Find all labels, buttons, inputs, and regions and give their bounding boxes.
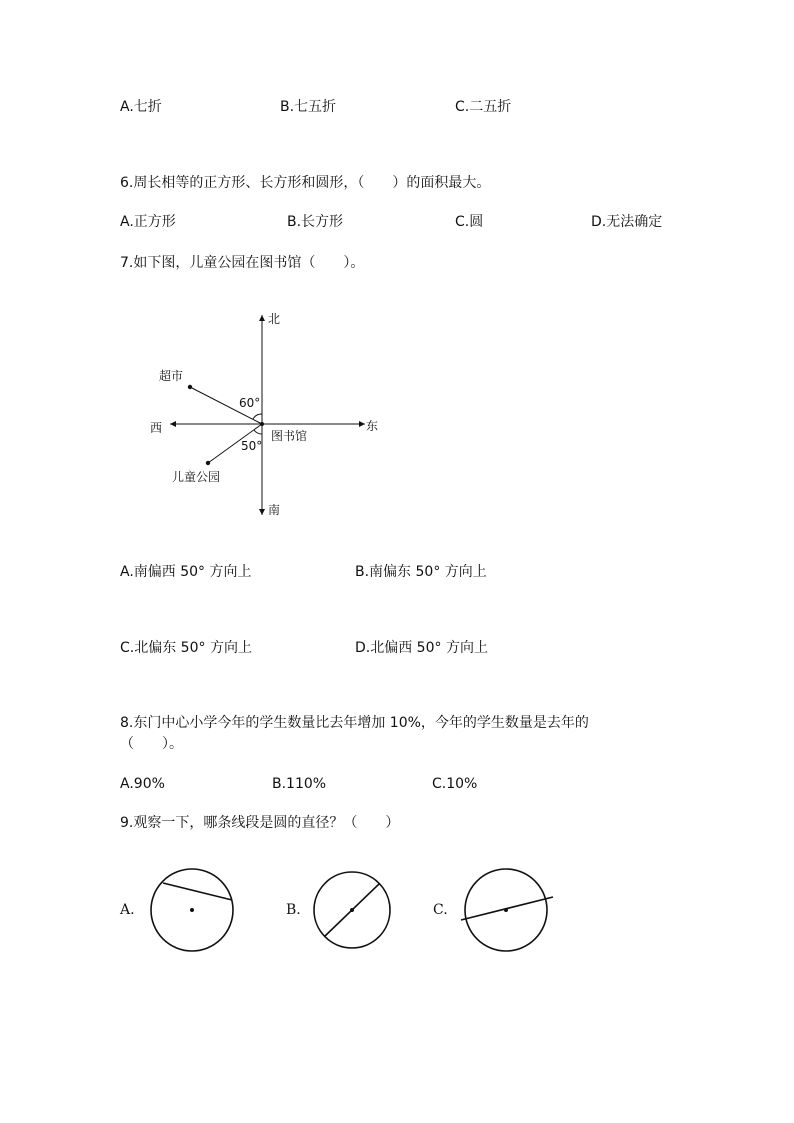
q8-option-a[interactable]: A.90% [120, 776, 165, 792]
west-label: 西 [150, 421, 163, 435]
q9-circle-b[interactable] [308, 865, 398, 955]
south-label: 南 [268, 503, 281, 517]
q9-circle-a[interactable] [148, 865, 238, 955]
park-point [206, 461, 210, 465]
q8-option-c[interactable]: C.10% [432, 776, 478, 792]
angle-arc-60 [253, 414, 262, 419]
east-label: 东 [366, 419, 379, 433]
supermarket-label: 超市 [159, 369, 184, 383]
q7-option-c[interactable]: C.北偏东 50° 方向上 [120, 640, 252, 656]
q8-question-line1: 8.东门中心小学今年的学生数量比去年增加 10%，今年的学生数量是去年的 [120, 715, 589, 731]
q6-option-c[interactable]: C.圆 [455, 214, 484, 230]
q9-circle-c[interactable] [458, 865, 558, 955]
supermarket-point [188, 385, 192, 389]
angle-label-50: 50° [241, 439, 263, 453]
library-point [260, 422, 264, 426]
north-label: 北 [268, 312, 281, 326]
q6-option-b[interactable]: B.长方形 [287, 214, 344, 230]
q7-option-d[interactable]: D.北偏西 50° 方向上 [355, 640, 488, 656]
q5-option-c[interactable]: C.二五折 [455, 99, 512, 115]
q9-option-c-label[interactable]: C. [433, 902, 448, 918]
q9-option-a-label[interactable]: A. [120, 902, 135, 918]
library-label: 图书馆 [271, 429, 308, 443]
q6-question: 6.周长相等的正方形、长方形和圆形，（ ）的面积最大。 [120, 175, 491, 191]
angle-arc-50 [254, 430, 262, 434]
q6-option-a[interactable]: A.正方形 [120, 214, 176, 230]
q5-option-b[interactable]: B.七五折 [280, 99, 337, 115]
q7-direction-diagram [145, 305, 385, 525]
park-label: 儿童公园 [172, 470, 221, 484]
q8-option-b[interactable]: B.110% [272, 776, 327, 792]
q6-option-d[interactable]: D.无法确定 [591, 214, 663, 230]
q9-option-b-label[interactable]: B. [286, 902, 301, 918]
q7-question: 7.如下图，儿童公园在图书馆（ ）。 [120, 255, 365, 271]
q7-option-b[interactable]: B.南偏东 50° 方向上 [355, 564, 487, 580]
q7-option-a[interactable]: A.南偏西 50° 方向上 [120, 564, 252, 580]
q5-option-a[interactable]: A.七折 [120, 99, 162, 115]
angle-label-60: 60° [239, 396, 261, 410]
q8-question-line2: （ ）。 [120, 736, 183, 752]
q9-question: 9.观察一下，哪条线段是圆的直径？（ ） [120, 815, 400, 831]
